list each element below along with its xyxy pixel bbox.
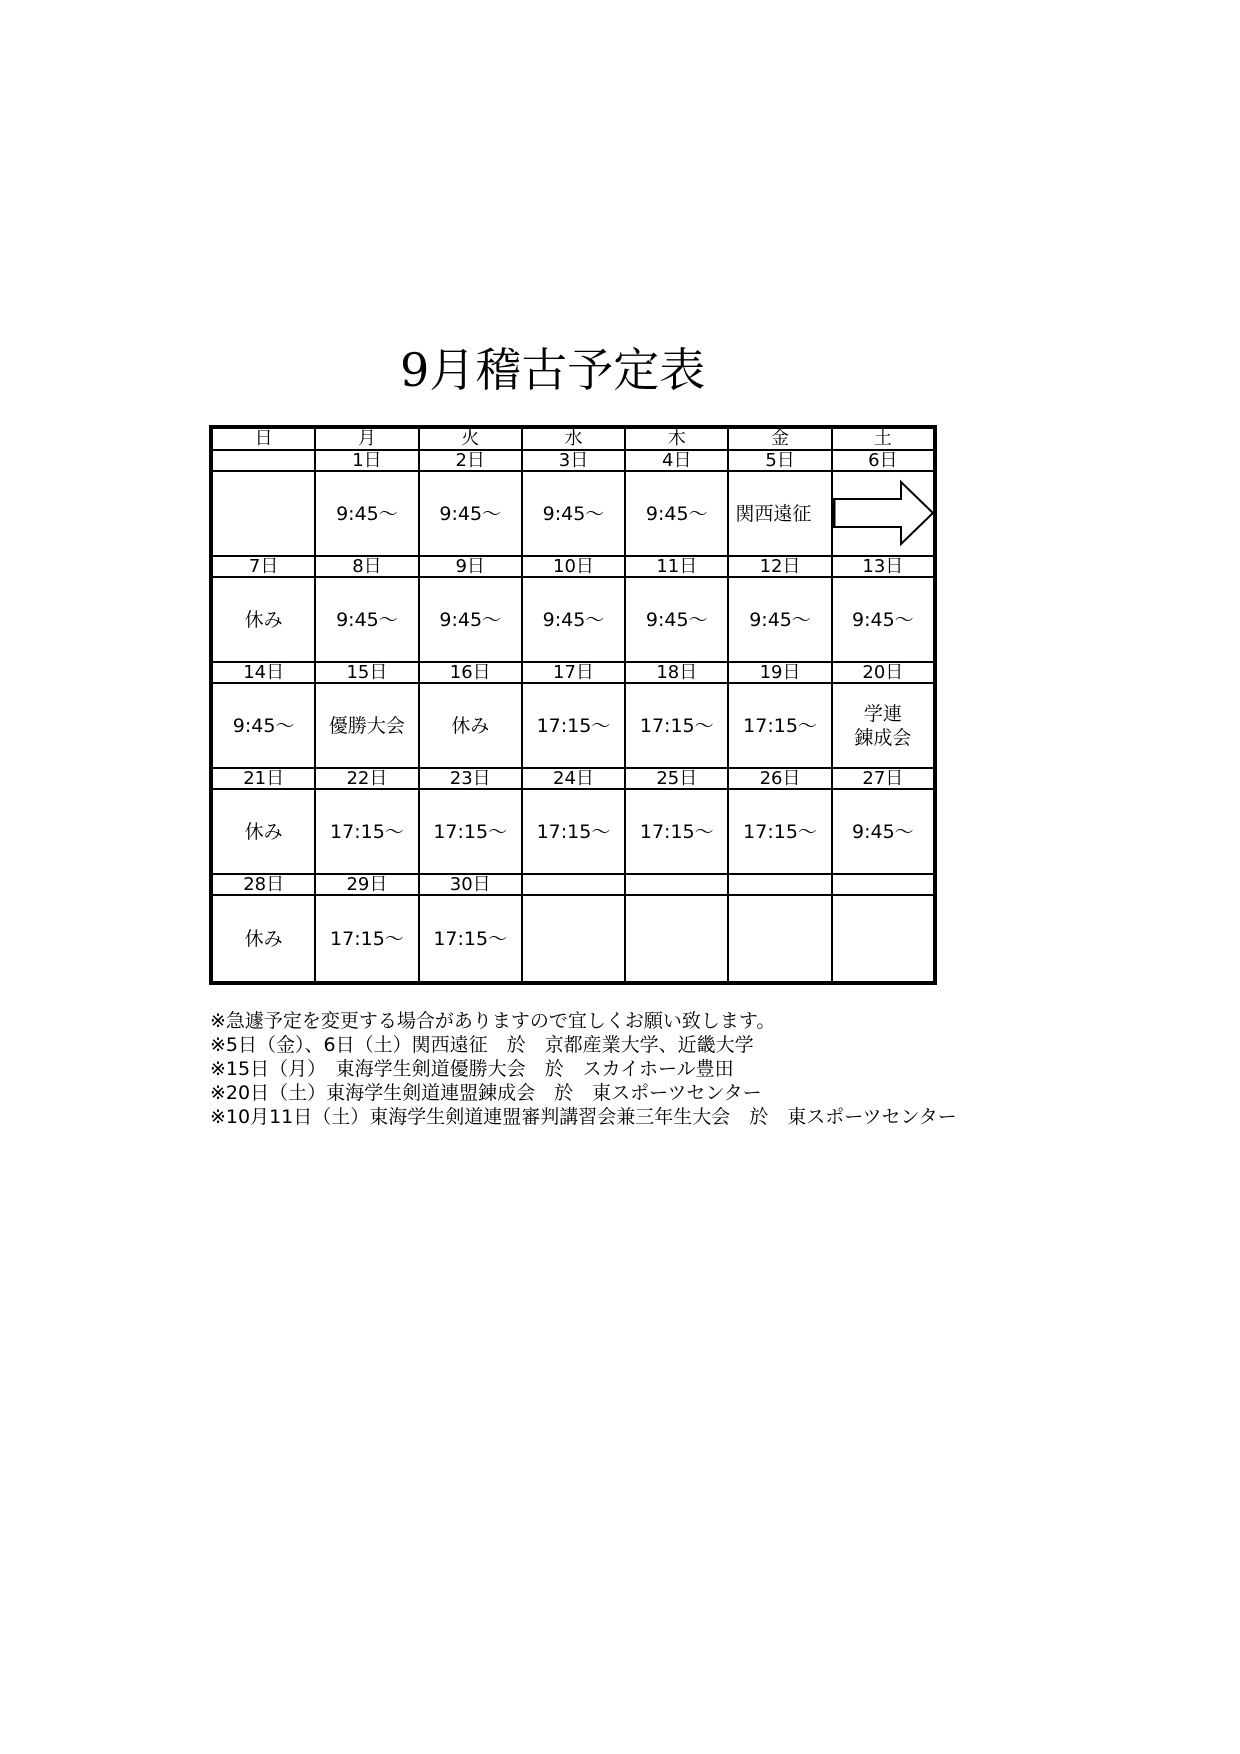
event-cell: 9:45～	[315, 471, 418, 556]
date-cell: 17日	[522, 662, 625, 683]
date-cell: 28日	[211, 874, 315, 895]
event-row	[211, 683, 935, 768]
event-cell: 休み	[211, 895, 315, 983]
event-cell: 9:45～	[832, 577, 935, 662]
date-cell: 26日	[728, 768, 831, 789]
event-cell	[728, 895, 831, 983]
date-cell: 6日	[832, 450, 935, 471]
date-cell: 4日	[625, 450, 728, 471]
event-cell: 17:15～	[625, 683, 728, 768]
date-cell: 9日	[419, 556, 522, 577]
event-cell: 9:45～	[728, 577, 831, 662]
date-cell: 2日	[419, 450, 522, 471]
weekday-header: 月	[315, 427, 418, 450]
weekday-header-row	[211, 427, 935, 450]
continuation-cell	[832, 471, 935, 556]
date-cell: 12日	[728, 556, 831, 577]
date-cell: 13日	[832, 556, 935, 577]
event-cell: 優勝大会	[315, 683, 418, 768]
date-cell	[522, 874, 625, 895]
page-title: 9月稽古予定表	[400, 343, 706, 397]
event-cell: 休み	[211, 789, 315, 874]
date-cell: 30日	[419, 874, 522, 895]
right-arrow-icon	[833, 472, 935, 555]
date-cell: 3日	[522, 450, 625, 471]
date-row	[211, 874, 935, 895]
date-cell: 1日	[315, 450, 418, 471]
event-cell: 17:15～	[728, 789, 831, 874]
date-cell: 7日	[211, 556, 315, 577]
event-row	[211, 471, 935, 556]
date-cell: 10日	[522, 556, 625, 577]
event-cell: 9:45～	[522, 577, 625, 662]
date-cell	[625, 874, 728, 895]
event-cell: 17:15～	[315, 789, 418, 874]
event-cell: 9:45～	[315, 577, 418, 662]
date-row	[211, 662, 935, 683]
event-cell: 17:15～	[419, 895, 522, 983]
date-cell: 24日	[522, 768, 625, 789]
weekday-header: 火	[419, 427, 522, 450]
event-cell: 休み	[419, 683, 522, 768]
schedule-table	[209, 425, 937, 985]
schedule-notes	[210, 1009, 1040, 1129]
date-cell: 11日	[625, 556, 728, 577]
event-cell-multiline	[832, 683, 935, 768]
date-row	[211, 450, 935, 471]
event-cell: 9:45～	[522, 471, 625, 556]
date-cell	[728, 874, 831, 895]
weekday-header: 日	[211, 427, 315, 450]
event-cell: 17:15～	[522, 683, 625, 768]
event-cell: 17:15～	[522, 789, 625, 874]
event-row	[211, 895, 935, 983]
event-cell: 17:15～	[419, 789, 522, 874]
event-cell	[522, 895, 625, 983]
note-line: ※10月11日（土）東海学生剣道連盟審判講習会兼三年生大会 於 東スポーツセンター	[210, 1106, 957, 1128]
date-cell: 19日	[728, 662, 831, 683]
event-cell	[625, 895, 728, 983]
weekday-header: 土	[832, 427, 935, 450]
date-cell: 20日	[832, 662, 935, 683]
event-cell: 9:45～	[832, 789, 935, 874]
event-cell: 9:45～	[419, 471, 522, 556]
date-cell: 25日	[625, 768, 728, 789]
event-cell: 9:45～	[419, 577, 522, 662]
event-cell: 17:15～	[728, 683, 831, 768]
date-cell	[211, 450, 315, 471]
date-cell: 8日	[315, 556, 418, 577]
date-cell: 14日	[211, 662, 315, 683]
event-cell	[211, 471, 315, 556]
date-cell	[832, 874, 935, 895]
weekday-header: 水	[522, 427, 625, 450]
event-row	[211, 577, 935, 662]
date-row	[211, 768, 935, 789]
event-cell: 17:15～	[625, 789, 728, 874]
date-cell: 15日	[315, 662, 418, 683]
event-cell: 9:45～	[625, 471, 728, 556]
note-line: ※20日（土）東海学生剣道連盟錬成会 於 東スポーツセンター	[210, 1082, 762, 1104]
date-cell: 27日	[832, 768, 935, 789]
date-cell: 21日	[211, 768, 315, 789]
date-cell: 18日	[625, 662, 728, 683]
date-cell: 22日	[315, 768, 418, 789]
date-row	[211, 556, 935, 577]
event-cell: 9:45～	[211, 683, 315, 768]
event-cell: 関西遠征	[728, 471, 831, 556]
event-line: 学連	[863, 702, 902, 725]
date-cell: 5日	[728, 450, 831, 471]
event-cell	[832, 895, 935, 983]
date-cell: 23日	[419, 768, 522, 789]
date-cell: 29日	[315, 874, 418, 895]
event-row	[211, 789, 935, 874]
note-line: ※5日（金）、6日（土）関西遠征 於 京都産業大学、近畿大学	[210, 1034, 754, 1056]
date-cell: 16日	[419, 662, 522, 683]
note-line: ※15日（月） 東海学生剣道優勝大会 於 スカイホール豊田	[210, 1058, 734, 1080]
event-line: 錬成会	[854, 726, 912, 749]
event-cell: 9:45～	[625, 577, 728, 662]
weekday-header: 金	[728, 427, 831, 450]
event-cell: 17:15～	[315, 895, 418, 983]
event-cell: 休み	[211, 577, 315, 662]
note-line: ※急遽予定を変更する場合がありますので宜しくお願い致します。	[210, 1010, 776, 1032]
weekday-header: 木	[625, 427, 728, 450]
